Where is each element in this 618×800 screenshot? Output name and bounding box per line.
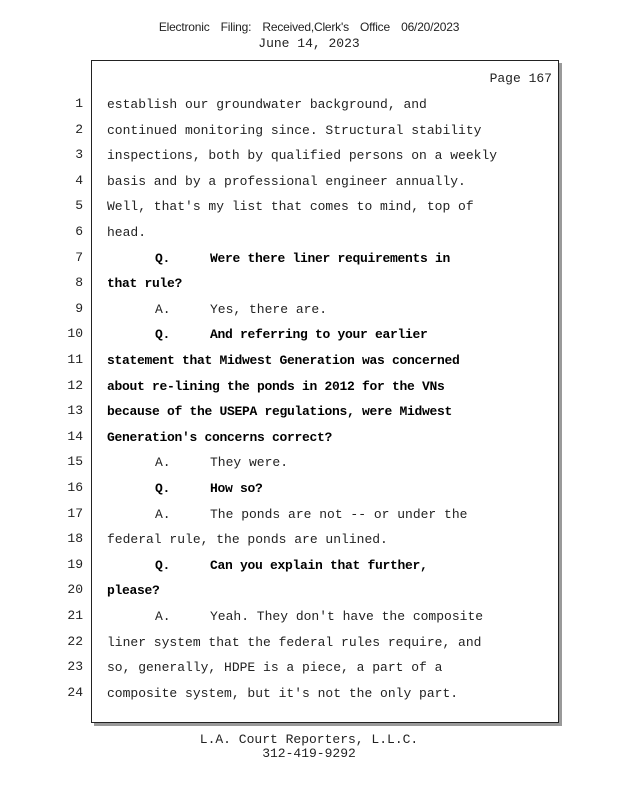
stamp-office: Office: [360, 20, 390, 34]
line-number: 4: [75, 172, 83, 188]
qa-label: Q.: [155, 481, 171, 496]
line-number: 11: [67, 352, 83, 367]
line-text: about re-lining the ponds in 2012 for the VNs: [107, 378, 445, 394]
footer-company: L.A. Court Reporters, L.L.C.: [199, 732, 419, 747]
line-text: that rule?: [107, 276, 183, 292]
line-number: 8: [75, 275, 83, 291]
line-number: 3: [75, 147, 83, 163]
line-number: 2: [75, 121, 83, 137]
line-text: statement that Midwest Generation was concerned: [107, 353, 460, 368]
line-number: 14: [67, 428, 83, 444]
transcript-line: [107, 430, 332, 445]
line-number: 24: [67, 684, 83, 700]
line-number: 20: [67, 582, 83, 598]
line-text: Yeah. They don't have the composite: [210, 609, 484, 624]
line-text: federal rule, the ponds are unlined.: [107, 532, 388, 548]
footer-phone: 312-419-9292: [262, 746, 356, 761]
line-number: 19: [67, 556, 83, 572]
line-number: 22: [67, 633, 83, 649]
transcript-line: [107, 583, 160, 598]
transcript-line: [107, 532, 388, 547]
line-text: because of the USEPA regulations, were Midwest: [107, 404, 453, 420]
transcript-date: June 14, 2023: [258, 36, 360, 51]
line-number: 12: [67, 377, 83, 393]
transcript-line: [107, 660, 442, 675]
line-number: 18: [67, 531, 83, 547]
line-text: And referring to your earlier: [210, 327, 428, 343]
transcript-line: [107, 404, 452, 419]
qa-label: A.: [155, 506, 171, 522]
line-number: 16: [67, 480, 83, 495]
line-text: liner system that the federal rules require, and: [107, 634, 482, 650]
transcript-line: [107, 327, 428, 342]
line-text: please?: [107, 583, 160, 599]
stamp-electronic: Electronic: [158, 20, 210, 34]
line-text: Generation's concerns correct?: [107, 429, 333, 445]
qa-label: Q.: [155, 327, 171, 343]
page-number: Page 167: [489, 71, 552, 86]
footer: [0, 733, 618, 761]
transcript-line: [107, 174, 466, 189]
line-text: head.: [107, 225, 147, 240]
transcript-line: [107, 455, 288, 470]
line-number: 7: [75, 249, 83, 265]
stamp-received: Received,Clerk's: [262, 20, 349, 34]
qa-label: Q.: [155, 250, 171, 266]
transcript-line: [107, 558, 428, 573]
line-number: 6: [75, 224, 83, 239]
stamp-date: 06/20/2023: [401, 20, 460, 34]
transcript-line: [107, 97, 427, 112]
line-number: 15: [67, 454, 83, 470]
line-text: How so?: [210, 481, 263, 496]
transcript-line: [107, 609, 483, 624]
line-text: They were.: [210, 455, 289, 471]
transcript-line: [107, 302, 327, 317]
transcript-line: [107, 507, 467, 522]
transcript-line: [107, 251, 450, 266]
transcript-line: [107, 199, 474, 214]
line-number: 1: [75, 96, 83, 111]
line-text: basis and by a professional engineer annually.: [107, 173, 466, 189]
line-text: so, generally, HDPE is a piece, a part of a: [107, 660, 443, 676]
qa-label: A.: [155, 609, 171, 624]
stamp-filing: Filing:: [220, 20, 252, 34]
transcript-line: [107, 353, 460, 368]
line-text: inspections, both by qualified persons on a weekly: [107, 148, 498, 164]
transcript-line: [107, 148, 497, 163]
transcript-line: [107, 481, 263, 496]
line-number: 9: [75, 300, 83, 316]
line-text: Were there liner requirements in: [210, 250, 451, 266]
transcript-page: [91, 60, 559, 723]
line-text: The ponds are not -- or under the: [210, 506, 468, 522]
line-text: Can you explain that further,: [210, 557, 428, 573]
line-number: 21: [67, 608, 83, 623]
transcript-line: [107, 276, 182, 291]
line-text: establish our groundwater background, and: [107, 97, 427, 112]
line-number: 17: [67, 505, 83, 521]
line-number: 23: [67, 659, 83, 675]
qa-label: A.: [155, 301, 171, 317]
line-text: Yes, there are.: [210, 301, 328, 317]
transcript-line: [107, 225, 146, 240]
line-text: Well, that's my list that comes to mind, top of: [107, 199, 474, 215]
transcript-line: [107, 635, 481, 650]
line-number: 13: [67, 403, 83, 419]
line-text: composite system, but it's not the only part.: [107, 685, 459, 701]
line-number: 5: [75, 198, 83, 214]
line-number: 10: [67, 326, 83, 342]
filing-stamp: [0, 20, 618, 34]
transcript-line: [107, 686, 458, 701]
qa-label: Q.: [155, 557, 171, 573]
transcript-line: [107, 379, 445, 394]
transcript-line: [107, 123, 481, 138]
line-text: continued monitoring since. Structural stability: [107, 122, 482, 138]
qa-label: A.: [155, 455, 171, 471]
